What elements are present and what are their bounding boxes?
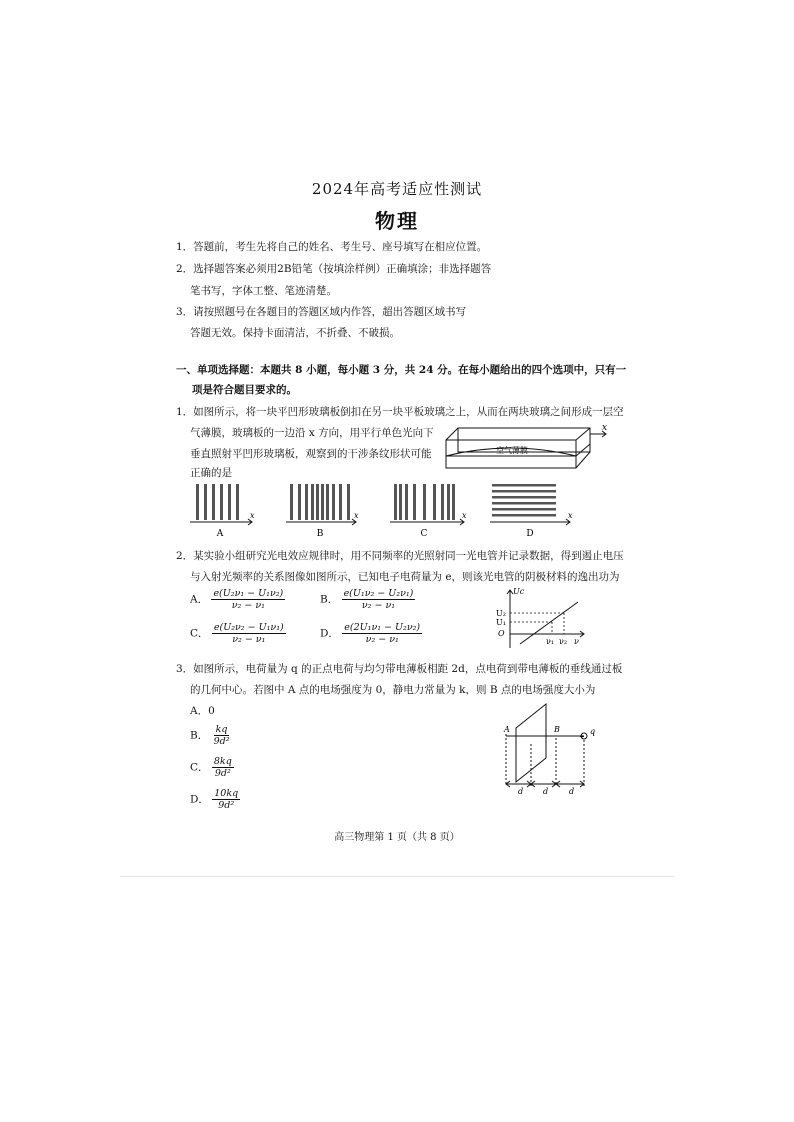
q2-option-c-frac: $\frac{\text{e(U₂ν₂ − U₁ν₁)}}{\text{ν₂ − ν₁}}$ <box>213 622 284 645</box>
q2-graph-v1: ν₁ <box>546 637 555 646</box>
q2-option-a-frac: $\frac{\text{e(U₂ν₁ − U₁ν₂)}}{\text{ν₂ − ν₁}}$ <box>213 588 284 611</box>
q2-graph-u2: U₂ <box>496 609 506 618</box>
q1-d-axis: x <box>568 511 573 520</box>
q1-option-d[interactable]: D <box>526 529 534 539</box>
q1-option-b[interactable]: B <box>316 529 324 539</box>
q3-dist-d1: d <box>518 787 524 796</box>
section-heading-cont: 项是符合题目要求的。 <box>192 384 297 396</box>
q1-fringe-options <box>186 480 586 542</box>
q1-fig-axis-x: x <box>602 423 608 433</box>
q2-line1: 2．某实验小组研究光电效应规律时，用不同频率的光照射同一光电管并记录数据，得到遏止电压 <box>176 550 624 562</box>
page-footer: 高三物理第 1 页（共 8 页） <box>334 832 460 843</box>
note-3-cont: 答题无效。保持卡面清洁，不折叠、不破损。 <box>190 327 400 339</box>
q2-option-d-frac: $\frac{\text{e(2U₁ν₁ − U₂ν₂)}}{\text{ν₂ − ν₁}}$ <box>344 622 421 645</box>
q1-line3: 垂直照射平凹形玻璃板，观察到的干涉条纹形状可能 <box>190 448 432 460</box>
q3-charge-q: q <box>590 727 596 736</box>
q1-option-c-fringes <box>390 484 467 539</box>
q3-dist-d3: d <box>569 787 575 796</box>
q2-graph <box>490 586 590 652</box>
q3-charge-sign: + <box>579 734 585 741</box>
q3-option-d-frac: $\frac{10kq}{\text{9d²}}$ <box>214 788 239 811</box>
q2-option-c[interactable]: C． $\frac{\text{e(U₂ν₂ − U₁ν₁)}}{\text{ν₂ − ν₁}}$ <box>190 622 284 645</box>
q1-option-d-fringes <box>490 484 573 539</box>
q1-film-label: 空气薄膜 <box>496 446 528 455</box>
q2-option-b-frac: $\frac{\text{e(U₁ν₂ − U₂ν₁)}}{\text{ν₂ − ν₁}}$ <box>343 588 414 611</box>
q1-option-a[interactable]: A <box>216 529 224 539</box>
q3-option-a[interactable]: A．0 <box>190 705 215 717</box>
q3-option-b-frac: $\frac{kq}{\text{9d²}}$ <box>213 724 230 747</box>
q2-line2: 与入射光频率的关系图像如图所示，已知电子电荷量为 e，则该光电管的阴极材料的逸出功为 <box>190 571 620 583</box>
q1-line2: 气薄膜，玻璃板的一边沿 x 方向，用平行单色光向下 <box>190 427 434 439</box>
q2-graph-v2: ν₂ <box>559 637 568 646</box>
q3-option-c-frac: $\frac{8kq}{\text{9d²}}$ <box>213 756 232 779</box>
q1-option-b-fringes <box>286 484 359 539</box>
q1-line1: 1．如图所示，将一块平凹形玻璃板倒扣在另一块平板玻璃之上，从而在两块玻璃之间形成一层空 <box>176 406 624 418</box>
q3-line2: 的几何中心。若图中 A 点的电场强度为 0，静电力常量为 k，则 B 点的电场强度大小为 <box>190 684 596 696</box>
exam-subject: 物理 <box>375 209 419 233</box>
q1-option-c[interactable]: C <box>420 529 428 539</box>
note-1: 1．答题前，考生先将自己的姓名、考生号、座号填写在相应位置。 <box>176 241 488 253</box>
section-heading: 一、单项选择题：本题共 8 小题，每小题 3 分，共 24 分。在每小题给出的四个选项中，只有一 <box>176 364 627 376</box>
q1-c-axis: x <box>462 511 467 520</box>
q2-graph-u1: U₁ <box>496 618 506 627</box>
q1-b-axis: x <box>354 511 359 520</box>
q3-dist-d2: d <box>543 787 549 796</box>
q2-option-b[interactable]: B． $\frac{\text{e(U₁ν₂ − U₂ν₁)}}{\text{ν₂ − ν₁}}$ <box>320 588 414 611</box>
q2-graph-y-label: Uc <box>513 587 525 596</box>
q3-option-c[interactable]: C． $\frac{8kq}{\text{9d²}}$ <box>190 756 232 779</box>
q2-option-d[interactable]: D． $\frac{\text{e(2U₁ν₁ − U₂ν₂)}}{\text{ν₂ − ν₁}}$ <box>320 622 421 645</box>
q1-option-a-fringes <box>190 484 255 539</box>
q3-figure <box>494 700 604 796</box>
note-2-cont: 笔书写，字体工整、笔迹清楚。 <box>190 285 337 297</box>
page-divider <box>120 876 674 877</box>
exam-title: 2024年高考适应性测试 <box>311 180 483 198</box>
q3-point-b: B <box>554 725 560 734</box>
q1-line4: 正确的是 <box>190 467 232 479</box>
q1-a-axis: x <box>250 511 255 520</box>
q3-line1: 3．如图所示，电荷量为 q 的正点电荷与均匀带电薄板相距 2d，点电荷到带电薄板的垂线通过板 <box>176 663 623 675</box>
q3-point-a: A <box>504 725 510 734</box>
q2-graph-origin: O <box>498 629 505 638</box>
q1-glass-figure <box>440 420 610 482</box>
note-3: 3．请按照题号在各题目的答题区域内作答，超出答题区域书写 <box>176 306 467 318</box>
q3-option-b[interactable]: B． $\frac{kq}{\text{9d²}}$ <box>190 724 230 747</box>
q2-graph-x-label: ν <box>574 637 579 646</box>
q2-option-a[interactable]: A． $\frac{\text{e(U₂ν₁ − U₁ν₂)}}{\text{ν₂ − ν₁}}$ <box>190 588 284 611</box>
q3-option-d[interactable]: D． $\frac{10kq}{\text{9d²}}$ <box>190 788 239 811</box>
note-2: 2．选择题答案必须用2B铅笔（按填涂样例）正确填涂；非选择题答 <box>176 263 492 275</box>
